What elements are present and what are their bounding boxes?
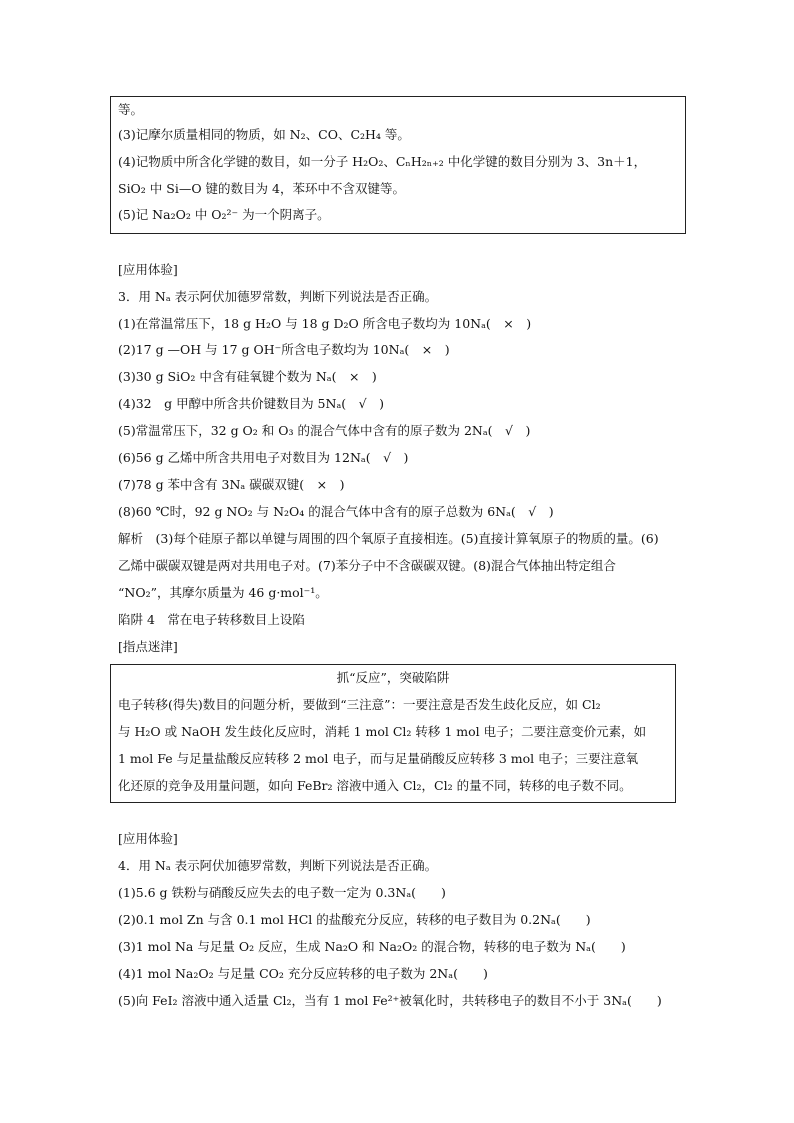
box1-line-1: 等。 <box>118 102 144 117</box>
section3-item-1: (1)在常温常压下，18 g H₂O 与 18 g D₂O 所含电子数均为 10Nₐ( × ) <box>118 316 532 331</box>
box1-line-4: SiO₂ 中 Si—O 键的数目为 4，苯环中不含双键等。 <box>118 181 405 196</box>
section4-heading: [应用体验] <box>118 831 178 846</box>
section3-item-6: (6)56 g 乙烯中所含共用电子对数目为 12Nₐ( √ ) <box>118 450 409 465</box>
section3-item-4: (4)32 g 甲醇中所含共价键数目为 5Nₐ( √ ) <box>118 396 384 411</box>
trap4-tag: [指点迷津] <box>118 639 178 654</box>
section3-item-8: (8)60 ℃时，92 g NO₂ 与 N₂O₄ 的混合气体中含有的原子总数为 6Nₐ( √ ) <box>118 504 554 519</box>
box2-title: 抓“反应”，突破陷阱 <box>336 670 450 685</box>
section3-heading: [应用体验] <box>118 262 178 277</box>
box1-line-5: (5)记 Na₂O₂ 中 O₂²⁻ 为一个阴离子。 <box>118 207 330 222</box>
box1-line-2: (3)记摩尔质量相同的物质，如 N₂、CO、C₂H₄ 等。 <box>118 127 410 142</box>
section4-item-4: (4)1 mol Na₂O₂ 与足量 CO₂ 充分反应转移的电子数为 2Nₐ( ) <box>118 966 488 981</box>
box2-line-3: 1 mol Fe 与足量盐酸反应转移 2 mol 电子，而与足量硝酸反应转移 3 mol 电子；三要注意氧 <box>118 751 639 766</box>
box2-line-2: 与 H₂O 或 NaOH 发生歧化反应时，消耗 1 mol Cl₂ 转移 1 mol 电子；二要注意变价元素，如 <box>118 724 647 739</box>
section3-analysis-3: “NO₂”，其摩尔质量为 46 g·mol⁻¹。 <box>118 585 328 600</box>
box1-line-3: (4)记物质中所含化学键的数目，如一分子 H₂O₂、CₙH₂ₙ₊₂ 中化学键的数目分别为 3、3n＋1， <box>118 154 647 169</box>
section3-item-7: (7)78 g 苯中含有 3Nₐ 碳碳双键( × ) <box>118 477 345 492</box>
section4-item-3: (3)1 mol Na 与足量 O₂ 反应，生成 Na₂O 和 Na₂O₂ 的混合物，转移的电子数为 Nₐ( ) <box>118 939 626 954</box>
section4-question: 4．用 Nₐ 表示阿伏加德罗常数，判断下列说法是否正确。 <box>118 858 438 873</box>
section4-item-5: (5)向 FeI₂ 溶液中通入适量 Cl₂，当有 1 mol Fe²⁺被氧化时，共转移电子的数目不小于 3Nₐ( ) <box>118 993 662 1008</box>
section3-question: 3．用 Nₐ 表示阿伏加德罗常数，判断下列说法是否正确。 <box>118 289 438 304</box>
section3-analysis-1: 解析 (3)每个硅原子都以单键与周围的四个氧原子直接相连。(5)直接计算氧原子的物质的量。(6) <box>118 531 659 546</box>
section3-item-5: (5)常温常压下，32 g O₂ 和 O₃ 的混合气体中含有的原子数为 2Nₐ( √ ) <box>118 423 531 438</box>
box2-line-4: 化还原的竞争及用量问题，如向 FeBr₂ 溶液中通入 Cl₂，Cl₂ 的量不同，转移的电子数不同。 <box>118 778 632 793</box>
section3-item-2: (2)17 g —OH 与 17 g OH⁻所含电子数均为 10Nₐ( × ) <box>118 342 450 357</box>
trap4-title: 陷阱 4 常在电子转移数目上设陷 <box>118 612 305 627</box>
section3-item-3: (3)30 g SiO₂ 中含有硅氧键个数为 Nₐ( × ) <box>118 369 377 384</box>
section4-item-1: (1)5.6 g 铁粉与硝酸反应失去的电子数一定为 0.3Nₐ( ) <box>118 885 446 900</box>
box2-line-1: 电子转移(得失)数目的问题分析，要做到“三注意”：一要注意是否发生歧化反应，如 Cl₂ <box>118 697 601 712</box>
section3-analysis-2: 乙烯中碳碳双键是两对共用电子对。(7)苯分子中不含碳碳双键。(8)混合气体抽出特定组合 <box>118 558 616 573</box>
section4-item-2: (2)0.1 mol Zn 与含 0.1 mol HCl 的盐酸充分反应，转移的电子数目为 0.2Nₐ( ) <box>118 912 591 927</box>
